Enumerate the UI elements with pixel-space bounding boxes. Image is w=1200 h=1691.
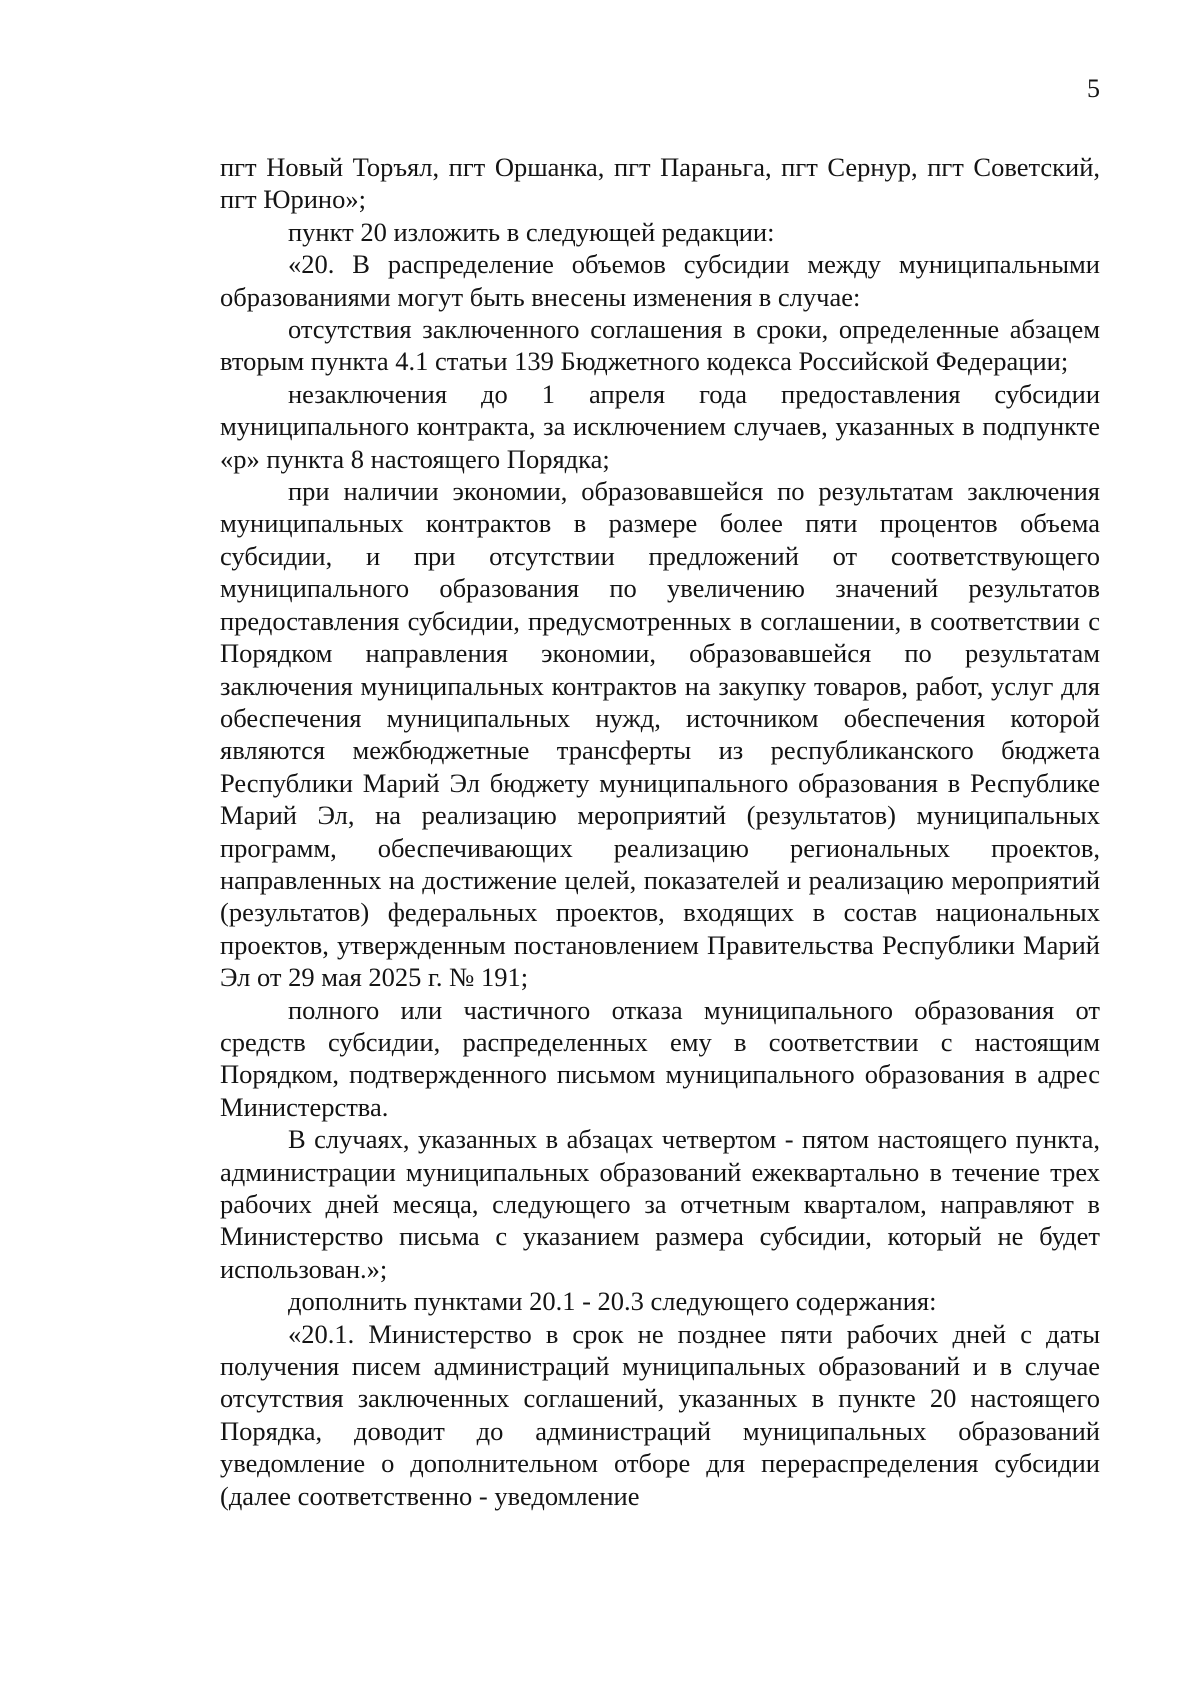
document-body — [220, 151, 1100, 1512]
paragraph-savings: при наличии экономии, образовавшейся по результатам заключения муниципальных контрактов в размере более пяти процентов объема субсидии, и при отсутствии предложений от соответствующего муниципального образования по увеличению значений результатов предоставления субсидии, предусмотренных в соглашении, в соответствии с Порядком направления экономии, образовавшейся по результатам заключения муниципальных контрактов на закупку товаров, работ, услуг для обеспечения муниципальных нужд, источником обеспечения которой являются межбюджетные трансферты из республиканского бюджета Республики Марий Эл бюджету муниципального образования в Республике Марий Эл, на реализацию мероприятий (результатов) муниципальных программ, обеспечивающих реализацию региональных проектов, направленных на достижение целей, показателей и реализацию мероприятий (результатов) федеральных проектов, входящих в состав национальных проектов, утвержденным постановлением Правительства Республики Марий Эл от 29 мая 2025 г. № 191; — [220, 476, 1100, 993]
paragraph-no-contract: незаключения до 1 апреля года предоставления субсидии муниципального контракта, за исключением случаев, указанных в подпункте «р» пункта 8 настоящего Порядка; — [220, 378, 1100, 474]
paragraph-no-agreement: отсутствия заключенного соглашения в сроки, определенные абзацем вторым пункта 4.1 статьи 139 Бюджетного кодекса Российской Федерации; — [220, 314, 1100, 377]
paragraph-point-20-instruction: пункт 20 изложить в следующей редакции: — [288, 216, 775, 247]
paragraph-quarterly-letters: В случаях, указанных в абзацах четвертом - пятом настоящего пункта, администрации муниципальных образований ежеквартально в течение трех рабочих дней месяца, следующего за отчетным кварталом, направляют в Министерство письма с указанием размера субсидии, который не будет использован.»; — [220, 1124, 1100, 1284]
paragraph-add-points-instruction: дополнить пунктами 20.1 - 20.3 следующего содержания: — [288, 1286, 937, 1317]
page-number: 5 — [1087, 74, 1100, 103]
paragraph-point-20-intro: «20. В распределение объемов субсидии между муниципальными образованиями могут быть внесены изменения в случае: — [220, 249, 1100, 312]
paragraph-settlements-list: пгт Новый Торъял, пгт Оршанка, пгт Параньга, пгт Сернур, пгт Советский, пгт Юрино»; — [220, 152, 1100, 215]
paragraph-point-20-1: «20.1. Министерство в срок не позднее пяти рабочих дней с даты получения писем администраций муниципальных образований и в случае отсутствия заключенных соглашений, указанных в пункте 20 настоящего Порядка, доводит до администраций муниципальных образований уведомление о дополнительном отборе для перераспределения субсидии (далее соответственно - уведомление — [220, 1318, 1100, 1511]
paragraph-refusal: полного или частичного отказа муниципального образования от средств субсидии, распределенных ему в соответствии с настоящим Порядком, подтвержденного письмом муниципального образования в адрес Министерства. — [220, 994, 1100, 1122]
